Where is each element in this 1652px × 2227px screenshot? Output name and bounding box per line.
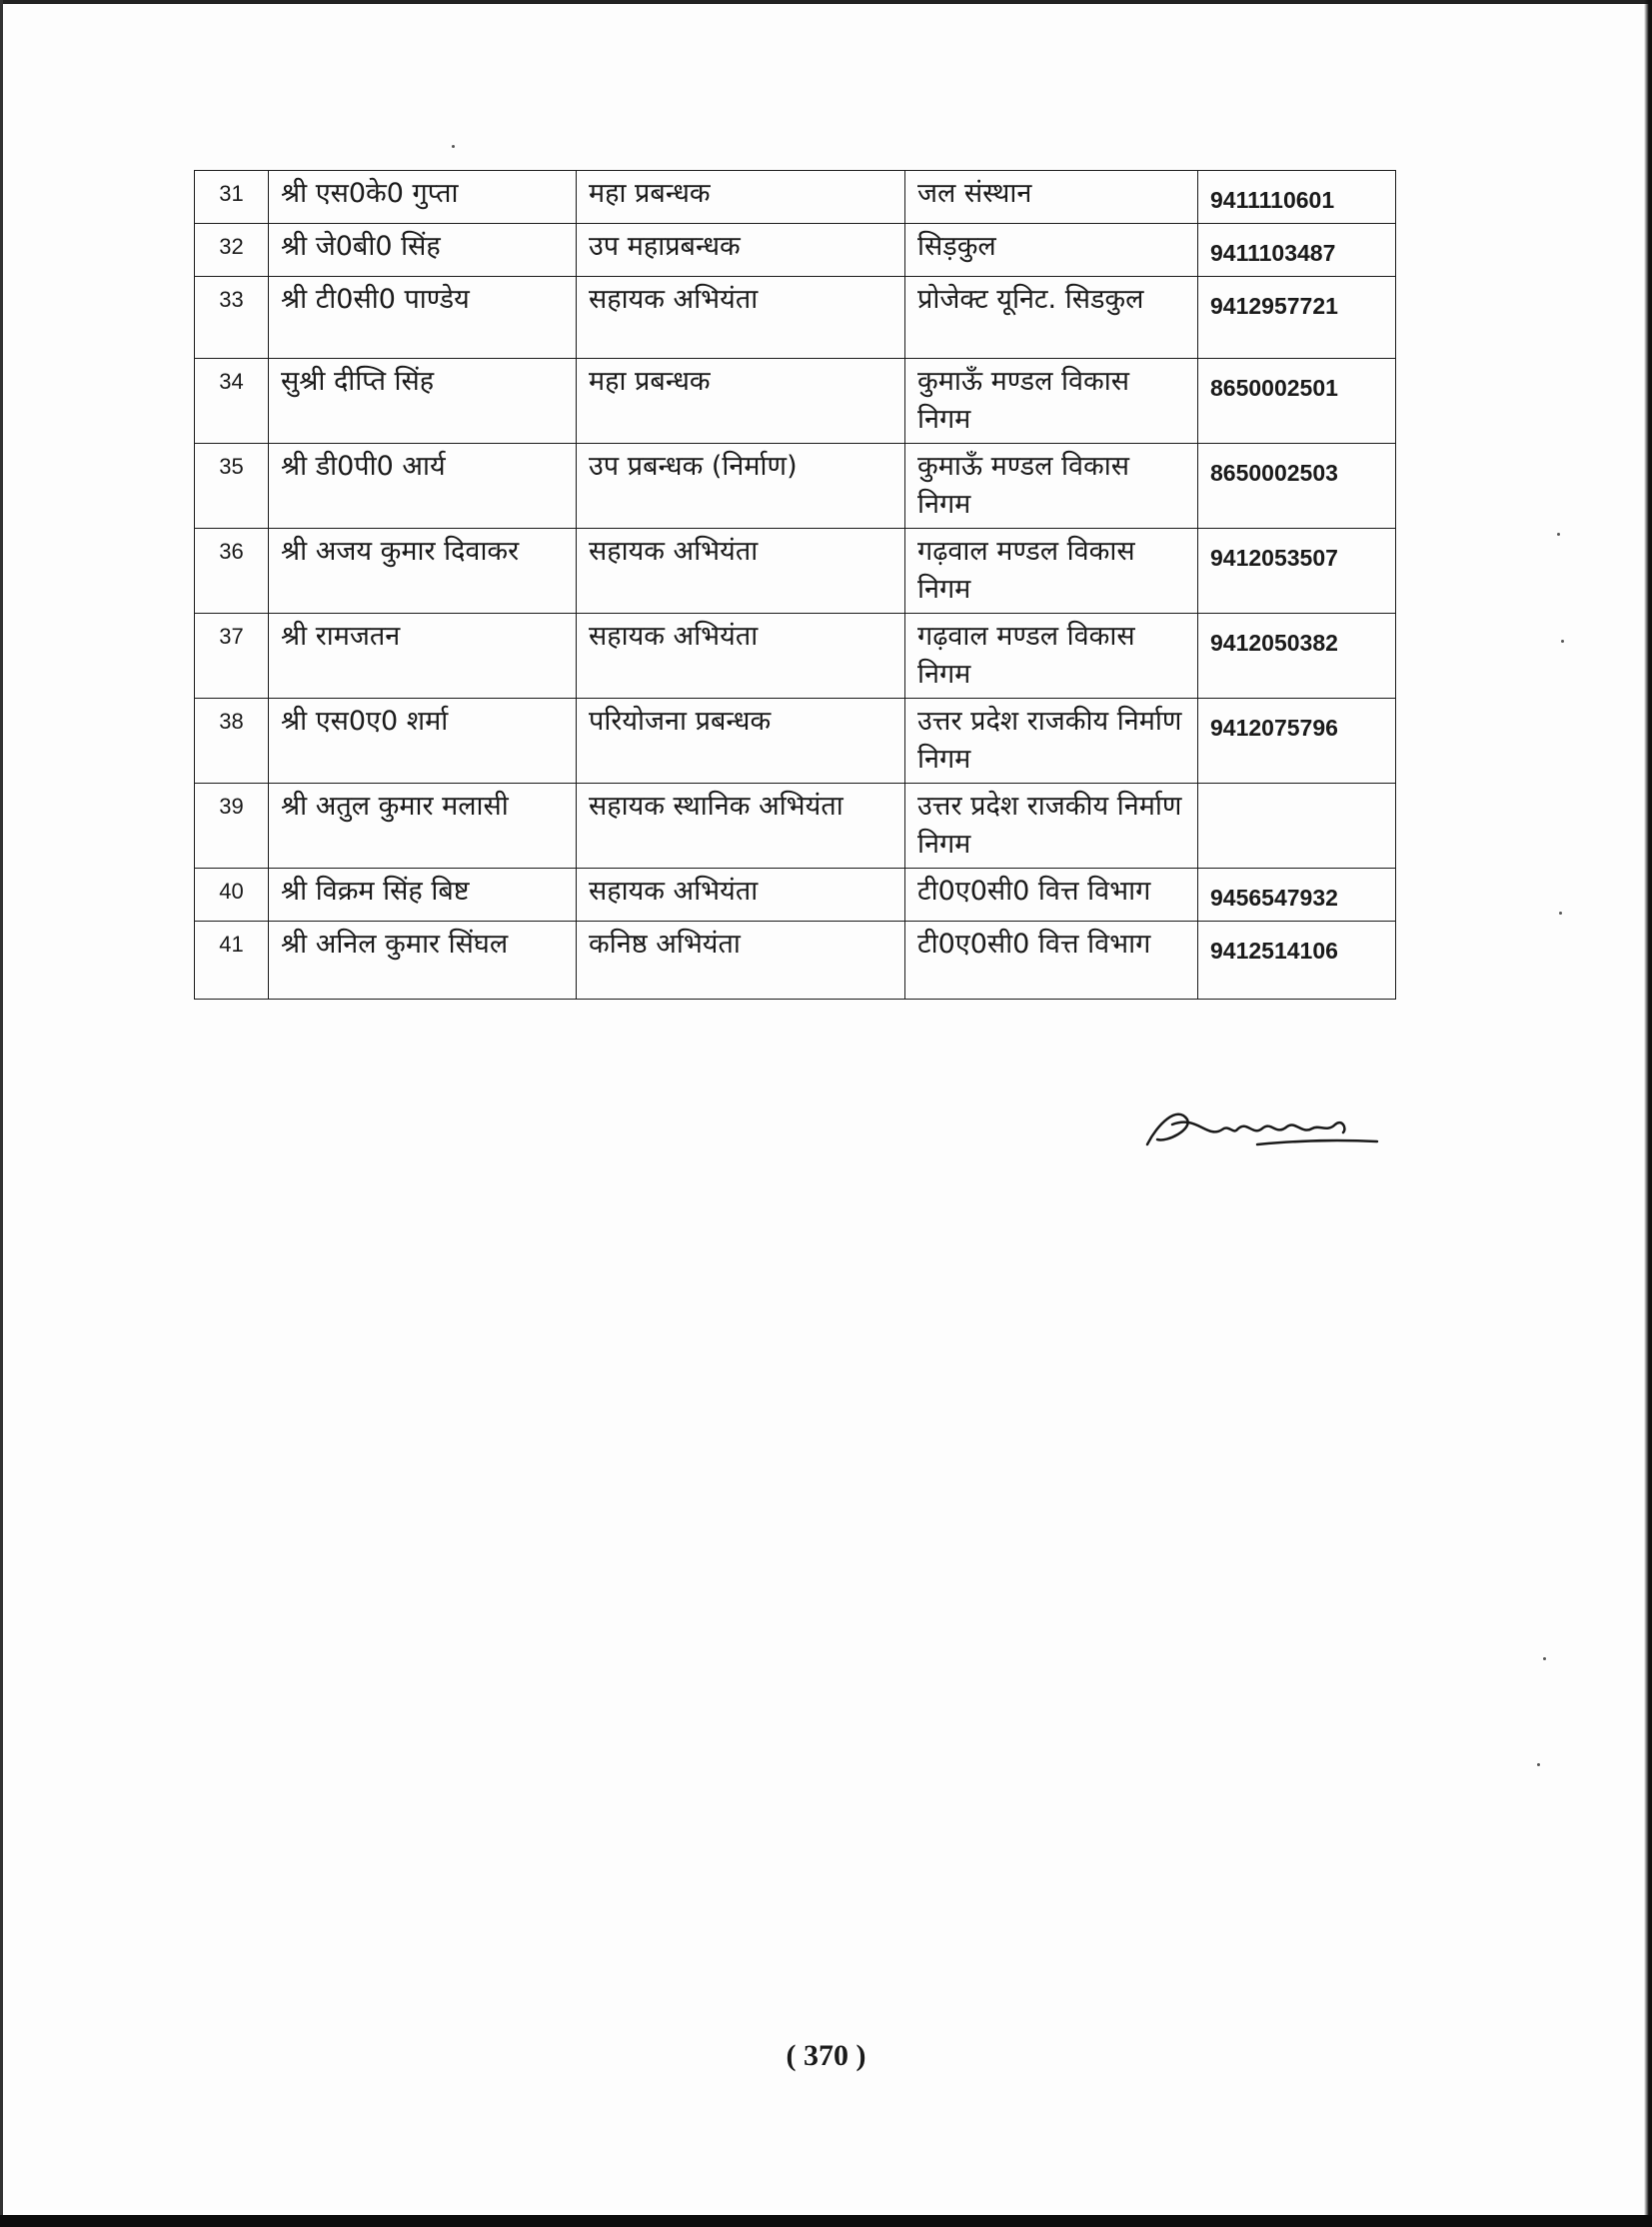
official-name: श्री डी0पी0 आर्य: [269, 444, 577, 529]
table-row: [195, 784, 1396, 869]
serial-number: 36: [195, 529, 269, 614]
serial-number: 39: [195, 784, 269, 869]
table-row: [195, 444, 1396, 529]
designation: महा प्रबन्धक: [577, 171, 905, 224]
phone-number: 9412957721: [1198, 277, 1396, 359]
phone-number: 9412075796: [1198, 699, 1396, 784]
phone-number: 8650002503: [1198, 444, 1396, 529]
department: गढ़वाल मण्डल विकास निगम: [905, 529, 1198, 614]
phone-number: 9411110601: [1198, 171, 1396, 224]
scan-edge-top: [0, 0, 1652, 4]
serial-number: 34: [195, 359, 269, 444]
scan-edge-left: [0, 0, 3, 2227]
serial-number: 32: [195, 224, 269, 277]
phone-number: 9456547932: [1198, 869, 1396, 922]
department: टी0ए0सी0 वित्त विभाग: [905, 869, 1198, 922]
department: टी0ए0सी0 वित्त विभाग: [905, 922, 1198, 1000]
department: गढ़वाल मण्डल विकास निगम: [905, 614, 1198, 699]
table-row: [195, 529, 1396, 614]
department: प्रोजेक्ट यूनिट. सिडकुल: [905, 277, 1198, 359]
handwritten-signature: [1137, 1085, 1387, 1164]
designation: सहायक अभियंता: [577, 277, 905, 359]
scan-speck: [1543, 1657, 1546, 1660]
department: उत्तर प्रदेश राजकीय निर्माण निगम: [905, 784, 1198, 869]
designation: कनिष्ठ अभियंता: [577, 922, 905, 1000]
table-row: [195, 224, 1396, 277]
department: कुमाऊँ मण्डल विकास निगम: [905, 444, 1198, 529]
phone-number: 9411103487: [1198, 224, 1396, 277]
phone-number: 8650002501: [1198, 359, 1396, 444]
scan-speck: [1537, 1763, 1540, 1766]
designation: सहायक अभियंता: [577, 869, 905, 922]
table-row: [195, 277, 1396, 359]
department: जल संस्थान: [905, 171, 1198, 224]
official-name: श्री अतुल कुमार मलासी: [269, 784, 577, 869]
official-name: श्री विक्रम सिंह बिष्ट: [269, 869, 577, 922]
table-row: [195, 614, 1396, 699]
phone-number: [1198, 784, 1396, 869]
serial-number: 33: [195, 277, 269, 359]
official-name: श्री एस0के0 गुप्ता: [269, 171, 577, 224]
serial-number: 37: [195, 614, 269, 699]
department: उत्तर प्रदेश राजकीय निर्माण निगम: [905, 699, 1198, 784]
table-row: [195, 359, 1396, 444]
designation: महा प्रबन्धक: [577, 359, 905, 444]
department: कुमाऊँ मण्डल विकास निगम: [905, 359, 1198, 444]
scan-speck: [1557, 533, 1560, 536]
designation: परियोजना प्रबन्धक: [577, 699, 905, 784]
serial-number: 31: [195, 171, 269, 224]
official-name: श्री अजय कुमार दिवाकर: [269, 529, 577, 614]
official-name: श्री अनिल कुमार सिंघल: [269, 922, 577, 1000]
official-name: श्री टी0सी0 पाण्डेय: [269, 277, 577, 359]
table-row: [195, 699, 1396, 784]
scan-speck: [1559, 912, 1562, 915]
official-name: सुश्री दीप्ति सिंह: [269, 359, 577, 444]
serial-number: 40: [195, 869, 269, 922]
scan-speck: [1561, 640, 1564, 643]
scan-speck: [452, 145, 455, 148]
table-row: [195, 922, 1396, 1000]
scan-edge-bottom: [0, 2215, 1652, 2227]
official-name: श्री एस0ए0 शर्मा: [269, 699, 577, 784]
serial-number: 35: [195, 444, 269, 529]
scan-edge-right: [1644, 0, 1652, 2227]
designation: सहायक अभियंता: [577, 529, 905, 614]
phone-number: 9412050382: [1198, 614, 1396, 699]
page-number: ( 370 ): [786, 2039, 866, 2072]
department: सिड़कुल: [905, 224, 1198, 277]
phone-number: 9412053507: [1198, 529, 1396, 614]
serial-number: 38: [195, 699, 269, 784]
designation: उप महाप्रबन्धक: [577, 224, 905, 277]
designation: सहायक स्थानिक अभियंता: [577, 784, 905, 869]
official-name: श्री जे0बी0 सिंह: [269, 224, 577, 277]
official-name: श्री रामजतन: [269, 614, 577, 699]
table-row: [195, 869, 1396, 922]
designation: उप प्रबन्धक (निर्माण): [577, 444, 905, 529]
table-row: [195, 171, 1396, 224]
serial-number: 41: [195, 922, 269, 1000]
phone-number: 9412514106: [1198, 922, 1396, 1000]
designation: सहायक अभियंता: [577, 614, 905, 699]
officials-table: [194, 170, 1396, 1000]
